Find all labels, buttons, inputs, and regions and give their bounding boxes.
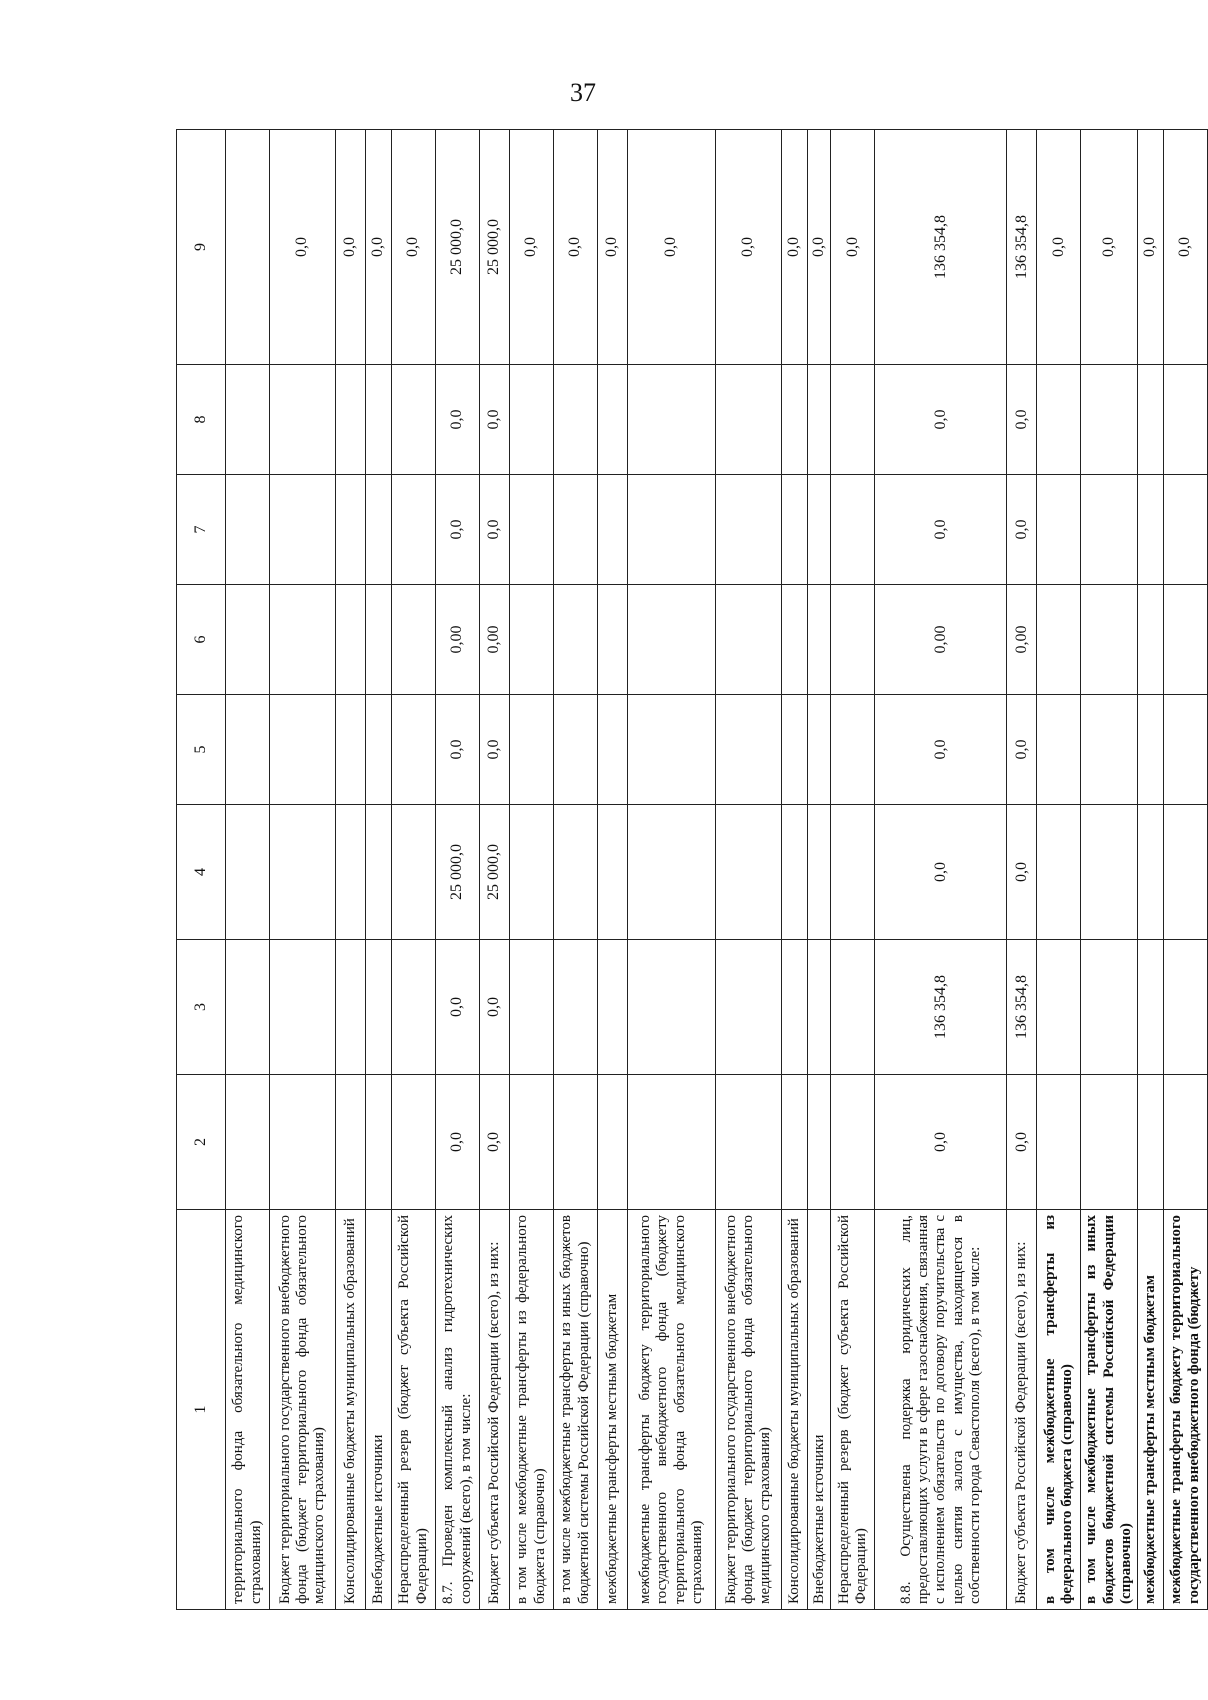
row-value-col-5 [1081, 695, 1138, 805]
row-value-col-6 [628, 585, 716, 695]
row-value-col-7 [226, 475, 270, 585]
table-row [336, 130, 366, 1610]
column-header: 1 [177, 1210, 226, 1610]
row-value-col-2 [1037, 1075, 1081, 1210]
row-value-col-3 [831, 940, 875, 1075]
row-value-col-5 [716, 695, 782, 805]
row-label: Бюджет территориального государственного внебюджетного фонда (бюджет территориального фонда обязательного медицинского страхования) [716, 1210, 782, 1610]
row-value-col-6 [366, 585, 392, 695]
row-value-col-6: 0,00 [875, 585, 1007, 695]
row-value-col-9: 136 354,8 [875, 130, 1007, 365]
row-value-col-7 [716, 475, 782, 585]
row-value-col-4 [1138, 805, 1164, 940]
row-value-col-8: 0,0 [875, 365, 1007, 475]
row-value-col-9: 0,0 [598, 130, 628, 365]
row-label: в том числе межбюджетные трансферты из иных бюджетов бюджетной системы Российской Федерации (справочно) [554, 1210, 598, 1610]
row-value-col-5 [510, 695, 554, 805]
row-value-col-8 [366, 365, 392, 475]
row-value-col-9: 0,0 [1037, 130, 1081, 365]
row-value-col-5 [392, 695, 436, 805]
row-value-col-6: 0,00 [480, 585, 510, 695]
row-value-col-6 [226, 585, 270, 695]
row-value-col-4 [392, 805, 436, 940]
row-label: Консолидированные бюджеты муниципальных образований [782, 1210, 808, 1610]
header-row [177, 130, 226, 1610]
row-value-col-8 [831, 365, 875, 475]
row-value-col-2: 0,0 [480, 1075, 510, 1210]
rotated-table-container [176, 130, 1202, 1610]
row-value-col-2 [1138, 1075, 1164, 1210]
row-value-col-3 [1138, 940, 1164, 1075]
row-value-col-4 [554, 805, 598, 940]
row-label: межбюджетные трансферты местным бюджетам [1138, 1210, 1164, 1610]
row-value-col-2 [716, 1075, 782, 1210]
row-value-col-2: 0,0 [1007, 1075, 1037, 1210]
column-header: 8 [177, 365, 226, 475]
column-header: 5 [177, 695, 226, 805]
row-value-col-9: 0,0 [510, 130, 554, 365]
row-value-col-2 [270, 1075, 336, 1210]
row-value-col-6 [510, 585, 554, 695]
table-row [716, 130, 782, 1610]
row-label: Нераспределенный резерв (бюджет субъекта Российской Федерации) [831, 1210, 875, 1610]
row-value-col-5 [831, 695, 875, 805]
row-value-col-3: 0,0 [436, 940, 480, 1075]
row-value-col-9: 0,0 [808, 130, 831, 365]
row-value-col-5 [270, 695, 336, 805]
row-value-col-3: 136 354,8 [875, 940, 1007, 1075]
row-label: Бюджет территориального государственного внебюджетного фонда (бюджет территориального фонда обязательного медицинского страхования) [270, 1210, 336, 1610]
row-value-col-7 [366, 475, 392, 585]
row-value-col-8: 0,0 [480, 365, 510, 475]
row-value-col-5: 0,0 [1007, 695, 1037, 805]
row-value-col-9: 136 354,8 [1007, 130, 1037, 365]
table-row [598, 130, 628, 1610]
row-value-col-2: 0,0 [875, 1075, 1007, 1210]
row-value-col-4: 25 000,0 [436, 805, 480, 940]
row-value-col-8 [392, 365, 436, 475]
row-label: 8.8. Осуществлена подержка юридических лиц, предоставляющих услуги в сфере газоснабжения, связанная с исполнением обязательств по договору поручительства с целью снятия залога с имущества, находящегося в собственности города Севастополя (всего), в том числе: [875, 1210, 1007, 1610]
row-value-col-4 [831, 805, 875, 940]
row-value-col-2 [392, 1075, 436, 1210]
row-value-col-3 [392, 940, 436, 1075]
row-value-col-6 [716, 585, 782, 695]
row-value-col-5 [554, 695, 598, 805]
table-row [628, 130, 716, 1610]
row-value-col-2 [782, 1075, 808, 1210]
row-value-col-6 [598, 585, 628, 695]
table-row [1007, 130, 1037, 1610]
table-row [554, 130, 598, 1610]
row-value-col-9: 0,0 [336, 130, 366, 365]
row-value-col-9: 0,0 [716, 130, 782, 365]
row-value-col-8 [782, 365, 808, 475]
row-value-col-6 [392, 585, 436, 695]
row-value-col-8 [716, 365, 782, 475]
row-value-col-5 [782, 695, 808, 805]
row-value-col-8 [510, 365, 554, 475]
row-value-col-7: 0,0 [436, 475, 480, 585]
row-value-col-9: 0,0 [392, 130, 436, 365]
row-value-col-7: 0,0 [1007, 475, 1037, 585]
row-value-col-9 [226, 130, 270, 365]
column-header: 7 [177, 475, 226, 585]
row-value-col-3 [598, 940, 628, 1075]
row-label: в том числе межбюджетные трансферты из федерального бюджета (справочно) [510, 1210, 554, 1610]
row-value-col-4 [1164, 805, 1208, 940]
table-row [875, 130, 1007, 1610]
row-value-col-8 [554, 365, 598, 475]
page-number: 37 [570, 78, 596, 107]
row-value-col-4 [1081, 805, 1138, 940]
row-value-col-9: 25 000,0 [480, 130, 510, 365]
row-value-col-5 [628, 695, 716, 805]
row-label: межбюджетные трансферты бюджету территориального государственного внебюджетного фонда (бюджету [1164, 1210, 1208, 1610]
row-label: 8.7. Проведен комплексный анализ гидротехнических сооружений (всего), в том числе: [436, 1210, 480, 1610]
row-value-col-7 [270, 475, 336, 585]
row-value-col-4 [226, 805, 270, 940]
table-row [1164, 130, 1208, 1610]
row-value-col-9: 25 000,0 [436, 130, 480, 365]
row-value-col-7 [808, 475, 831, 585]
table-row [808, 130, 831, 1610]
row-value-col-8 [1138, 365, 1164, 475]
row-value-col-2: 0,0 [436, 1075, 480, 1210]
row-value-col-3 [1037, 940, 1081, 1075]
row-value-col-3 [628, 940, 716, 1075]
row-value-col-8 [1037, 365, 1081, 475]
row-value-col-3 [270, 940, 336, 1075]
row-value-col-8 [808, 365, 831, 475]
row-value-col-3: 0,0 [480, 940, 510, 1075]
row-value-col-9: 0,0 [1081, 130, 1138, 365]
row-value-col-2 [831, 1075, 875, 1210]
row-value-col-9: 0,0 [831, 130, 875, 365]
row-value-col-6 [1037, 585, 1081, 695]
row-label: Бюджет субъекта Российской Федерации (всего), из них: [1007, 1210, 1037, 1610]
row-label: Нераспределенный резерв (бюджет субъекта Российской Федерации) [392, 1210, 436, 1610]
row-value-col-7 [782, 475, 808, 585]
table-row [782, 130, 808, 1610]
row-value-col-4 [782, 805, 808, 940]
row-value-col-8 [1081, 365, 1138, 475]
row-label: Консолидированные бюджеты муниципальных образований [336, 1210, 366, 1610]
row-value-col-8 [336, 365, 366, 475]
row-value-col-9: 0,0 [270, 130, 336, 365]
budget-table [176, 129, 1208, 1610]
row-value-col-3 [808, 940, 831, 1075]
row-value-col-7 [554, 475, 598, 585]
table-row [392, 130, 436, 1610]
row-value-col-5 [336, 695, 366, 805]
row-value-col-9: 0,0 [1138, 130, 1164, 365]
row-value-col-7: 0,0 [480, 475, 510, 585]
row-value-col-5 [1138, 695, 1164, 805]
row-value-col-6 [1081, 585, 1138, 695]
row-value-col-2 [226, 1075, 270, 1210]
row-value-col-4 [336, 805, 366, 940]
row-value-col-4 [628, 805, 716, 940]
row-value-col-6 [336, 585, 366, 695]
row-value-col-2 [510, 1075, 554, 1210]
table-row [226, 130, 270, 1610]
row-value-col-4: 25 000,0 [480, 805, 510, 940]
table-row [831, 130, 875, 1610]
row-value-col-8 [598, 365, 628, 475]
row-value-col-7 [1081, 475, 1138, 585]
table-row [1037, 130, 1081, 1610]
row-label: Внебюджетные источники [808, 1210, 831, 1610]
row-value-col-2 [554, 1075, 598, 1210]
row-value-col-2 [1081, 1075, 1138, 1210]
row-value-col-5 [226, 695, 270, 805]
row-value-col-3 [1164, 940, 1208, 1075]
row-value-col-9: 0,0 [366, 130, 392, 365]
row-value-col-7 [1164, 475, 1208, 585]
table-row [270, 130, 336, 1610]
row-value-col-5 [1164, 695, 1208, 805]
row-label: в том числе межбюджетные трансферты из федерального бюджета (справочно) [1037, 1210, 1081, 1610]
column-header: 4 [177, 805, 226, 940]
row-value-col-7 [628, 475, 716, 585]
row-label: территориального фонда обязательного медицинского страхования) [226, 1210, 270, 1610]
row-value-col-2 [598, 1075, 628, 1210]
row-value-col-9: 0,0 [1164, 130, 1208, 365]
row-value-col-6 [1164, 585, 1208, 695]
row-value-col-7 [831, 475, 875, 585]
column-header: 2 [177, 1075, 226, 1210]
row-value-col-9: 0,0 [782, 130, 808, 365]
row-value-col-7 [598, 475, 628, 585]
row-value-col-7 [510, 475, 554, 585]
row-value-col-2 [1164, 1075, 1208, 1210]
row-value-col-7 [336, 475, 366, 585]
row-value-col-6 [782, 585, 808, 695]
row-value-col-3 [510, 940, 554, 1075]
row-value-col-3 [1081, 940, 1138, 1075]
row-value-col-4 [270, 805, 336, 940]
row-value-col-2 [366, 1075, 392, 1210]
row-value-col-2 [808, 1075, 831, 1210]
row-value-col-8: 0,0 [1007, 365, 1037, 475]
row-label: в том числе межбюджетные трансферты из иных бюджетов бюджетной системы Российской Федерации (справочно) [1081, 1210, 1138, 1610]
row-value-col-9: 0,0 [628, 130, 716, 365]
row-value-col-7 [392, 475, 436, 585]
row-value-col-6: 0,00 [436, 585, 480, 695]
row-value-col-3 [716, 940, 782, 1075]
table-row [1138, 130, 1164, 1610]
table-row [436, 130, 480, 1610]
row-value-col-6 [831, 585, 875, 695]
row-value-col-3 [366, 940, 392, 1075]
row-value-col-2 [336, 1075, 366, 1210]
table-row [366, 130, 392, 1610]
row-value-col-8 [226, 365, 270, 475]
column-header: 9 [177, 130, 226, 365]
row-value-col-7 [1037, 475, 1081, 585]
row-value-col-5 [1037, 695, 1081, 805]
row-value-col-7 [1138, 475, 1164, 585]
row-label: Внебюджетные источники [366, 1210, 392, 1610]
row-value-col-5: 0,0 [875, 695, 1007, 805]
row-value-col-6 [270, 585, 336, 695]
row-value-col-5 [598, 695, 628, 805]
row-value-col-9: 0,0 [554, 130, 598, 365]
row-value-col-4 [808, 805, 831, 940]
row-value-col-4 [1037, 805, 1081, 940]
table-row [480, 130, 510, 1610]
row-value-col-4 [598, 805, 628, 940]
row-label: межбюджетные трансферты местным бюджетам [598, 1210, 628, 1610]
row-value-col-6 [1138, 585, 1164, 695]
column-header: 6 [177, 585, 226, 695]
row-value-col-4 [510, 805, 554, 940]
table-body [226, 130, 1208, 1610]
row-value-col-3 [226, 940, 270, 1075]
row-value-col-5: 0,0 [436, 695, 480, 805]
row-value-col-5 [366, 695, 392, 805]
row-value-col-3 [782, 940, 808, 1075]
row-value-col-5: 0,0 [480, 695, 510, 805]
row-label: межбюджетные трансферты бюджету территориального государственного внебюджетного фонда (бюджету территориального фонда обязательного медицинского страхования) [628, 1210, 716, 1610]
row-value-col-5 [808, 695, 831, 805]
row-value-col-8 [628, 365, 716, 475]
row-value-col-3: 136 354,8 [1007, 940, 1037, 1075]
row-value-col-6: 0,00 [1007, 585, 1037, 695]
row-value-col-4 [366, 805, 392, 940]
table-row [1081, 130, 1138, 1610]
row-value-col-4: 0,0 [875, 805, 1007, 940]
row-value-col-6 [808, 585, 831, 695]
row-value-col-7: 0,0 [875, 475, 1007, 585]
column-header: 3 [177, 940, 226, 1075]
row-value-col-4: 0,0 [1007, 805, 1037, 940]
row-label: Бюджет субъекта Российской Федерации (всего), из них: [480, 1210, 510, 1610]
row-value-col-2 [628, 1075, 716, 1210]
row-value-col-8 [1164, 365, 1208, 475]
row-value-col-8: 0,0 [436, 365, 480, 475]
row-value-col-4 [716, 805, 782, 940]
row-value-col-3 [554, 940, 598, 1075]
row-value-col-6 [554, 585, 598, 695]
table-row [510, 130, 554, 1610]
row-value-col-3 [336, 940, 366, 1075]
row-value-col-8 [270, 365, 336, 475]
